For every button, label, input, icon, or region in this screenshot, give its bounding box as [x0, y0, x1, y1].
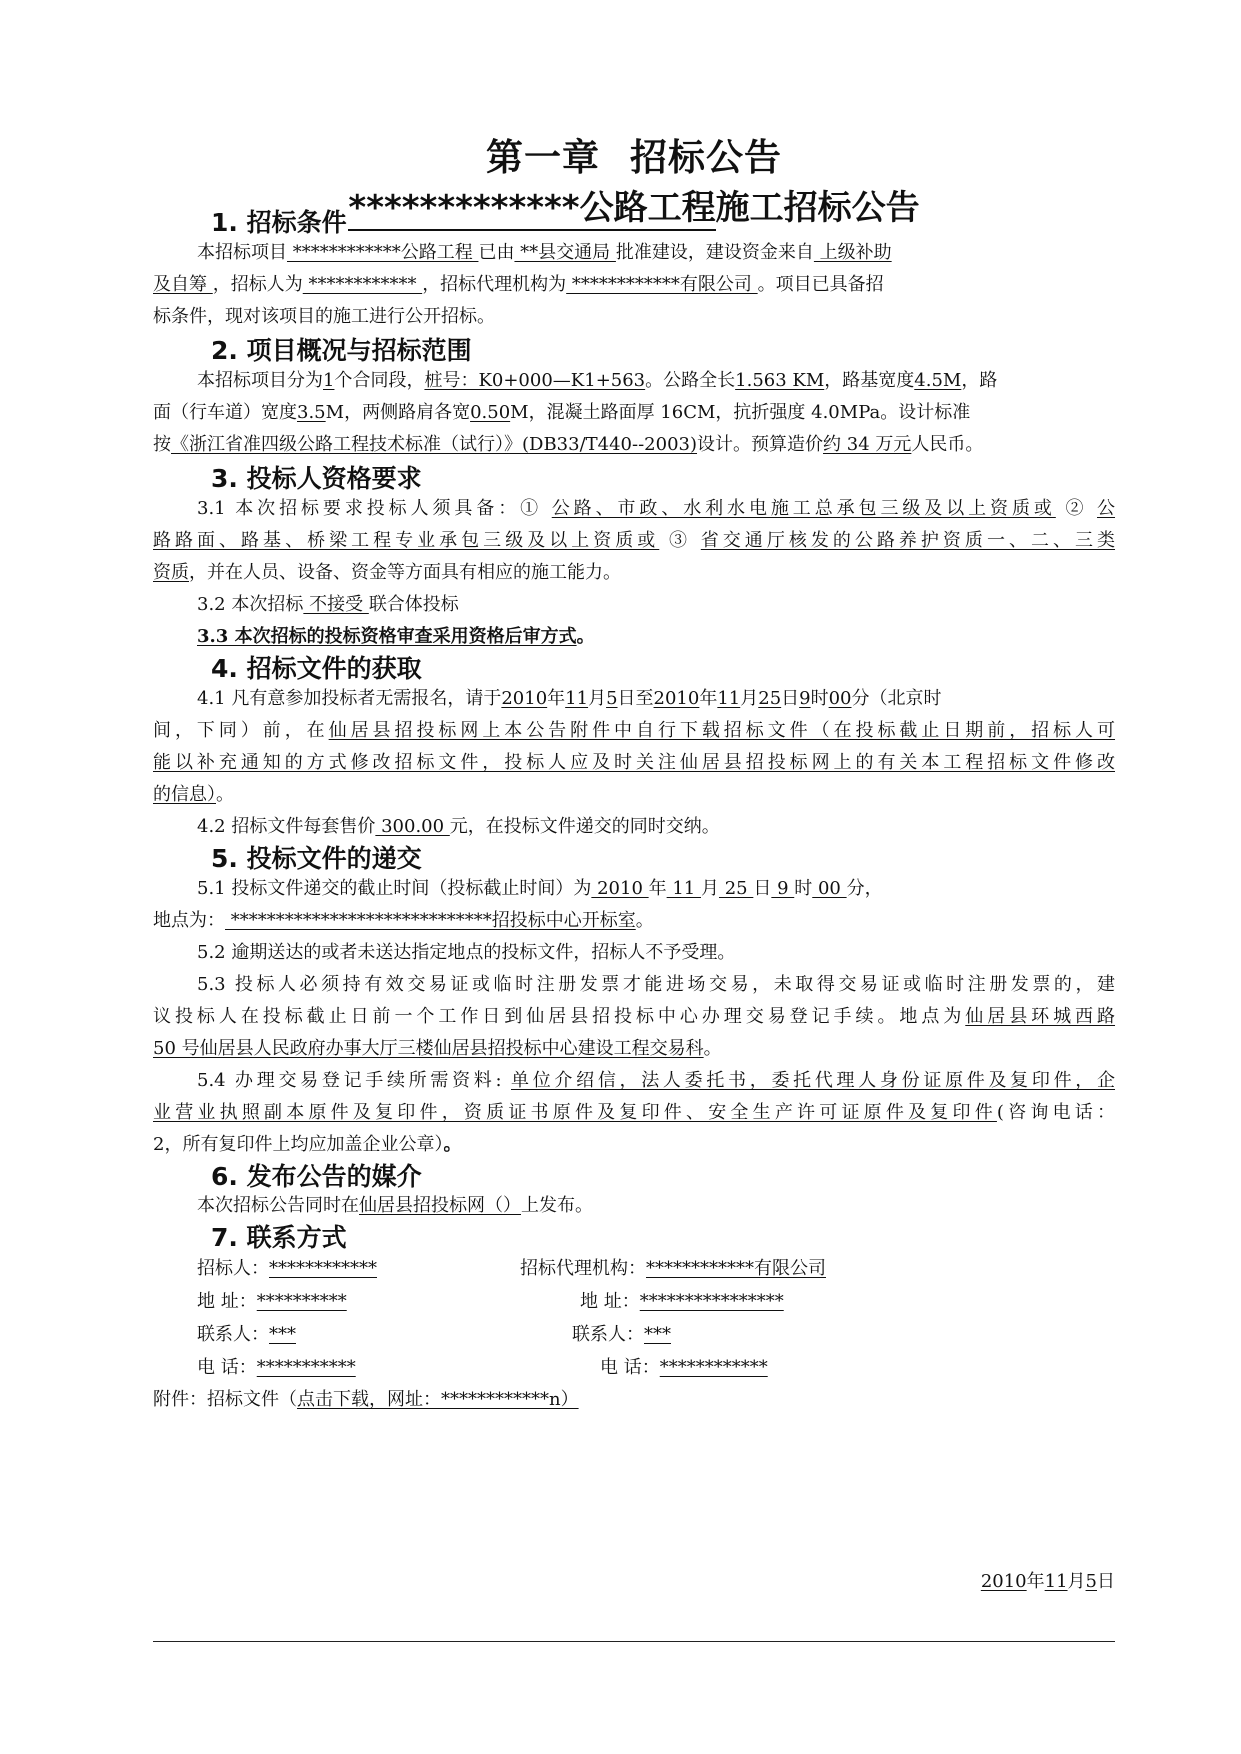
text-run: ************ — [302, 274, 423, 295]
text-run: 00 — [828, 688, 852, 709]
s5-line-4: 5.3 投标人必须持有效交易证或临时注册发票才能进场交易，未取得交易证或临时注册发票的，建 — [197, 974, 1115, 995]
s4-line-4 — [153, 782, 1115, 808]
text-run: 。 — [216, 784, 234, 805]
text-run: ************ — [659, 1357, 768, 1378]
tenderer-phone-row — [197, 1355, 356, 1381]
agency-address-row — [580, 1289, 784, 1315]
text-run: 联系人： — [572, 1324, 644, 1345]
section-7-heading: 7. 联系方式 — [211, 1223, 347, 1252]
text-run: ③ — [659, 530, 701, 551]
text-run: 公路、市政、水利水电施工总承包三级及以上资质或 — [551, 498, 1056, 519]
s6-line-1 — [197, 1193, 1115, 1219]
text-run: ********** — [256, 1291, 347, 1312]
text-run: ，路 — [961, 370, 998, 391]
text-run: 。 — [703, 1038, 722, 1059]
text-run: 人民币。 — [911, 434, 984, 455]
s4-line-5 — [197, 814, 1115, 840]
text-run: 的信息） — [153, 784, 216, 805]
text-run: ② — [1055, 498, 1098, 519]
agency-name-row — [520, 1256, 826, 1282]
text-run: 元，在投标文件递交的同时交纳。 — [449, 816, 720, 837]
text-run: 3.1 本次招标要求投标人须具备：① — [197, 498, 552, 519]
s3-line-2 — [153, 528, 1115, 554]
text-run: 月 — [588, 688, 607, 709]
text-run: 。 — [635, 910, 654, 931]
s5-line-1 — [197, 876, 1115, 902]
text-run: 3.2 本次招标 — [197, 594, 304, 615]
text-run: 11 — [666, 878, 701, 899]
text-run: 招标公告 — [630, 136, 782, 179]
text-run: 年 — [547, 688, 566, 709]
text-run: 25 — [758, 688, 782, 709]
text-run: 2010 — [980, 1571, 1027, 1592]
text-run: ************有限公司 — [566, 274, 758, 295]
s5-line-8 — [153, 1100, 1115, 1126]
tenderer-name-row — [197, 1256, 377, 1282]
text-run: 4.2 招标文件每套售价 — [197, 816, 376, 837]
agency-phone-row — [600, 1355, 768, 1381]
text-run: 。公路全长 — [645, 370, 736, 391]
text-run: 日 — [753, 878, 772, 899]
s3-line-1 — [197, 496, 1115, 522]
text-run: 议投标人在投标截止日前一个工作日到仙居县招投标中心办理交易登记手续。地点为 — [153, 1006, 966, 1027]
text-run: ************有限公司 — [646, 1258, 826, 1279]
text-run: 招标人： — [197, 1258, 269, 1279]
text-run: 公路工程 — [579, 188, 716, 228]
s5-line-2 — [153, 908, 1115, 934]
text-run: 2010 — [591, 878, 649, 899]
text-run: 间，下同）前，在 — [153, 720, 329, 741]
text-run: 。 — [443, 1134, 462, 1155]
text-run: 按 — [153, 434, 171, 455]
section-2-heading: 2. 项目概况与招标范围 — [211, 336, 472, 365]
tenderer-address-row — [197, 1289, 347, 1315]
text-run: 时 — [794, 878, 813, 899]
text-run: (咨询电话： — [996, 1102, 1115, 1123]
s1-line-2 — [153, 272, 1115, 298]
text-run: M，混凝土路面厚 16CM，抗折强度 4.0MPa。设计标准 — [510, 402, 971, 423]
text-run: 00 — [812, 878, 847, 899]
text-run: 第一章 — [486, 136, 600, 179]
text-run: *** — [644, 1324, 671, 1345]
text-run: ************* — [348, 188, 580, 228]
s5-line-3: 5.2 逾期送达的或者未送达指定地点的投标文件，招标人不予受理。 — [197, 942, 736, 963]
text-run: ，招标人为 — [212, 274, 303, 295]
section-4-heading: 4. 招标文件的获取 — [211, 654, 422, 683]
text-run: 50 号仙居县人民政府办事大厅三楼仙居县招投标中心建设工程交易科 — [153, 1038, 704, 1059]
text-run: 公 — [1097, 498, 1116, 519]
text-run: 分， — [846, 878, 883, 899]
section-3-heading: 3. 投标人资格要求 — [211, 464, 422, 493]
s2-line-2 — [153, 400, 1115, 426]
s2-line-3 — [153, 432, 1115, 458]
section-6-heading: 6. 发布公告的媒介 — [211, 1162, 422, 1191]
text-run: ************ — [269, 1258, 377, 1279]
text-run: 时 — [810, 688, 829, 709]
text-run: 5.4 办理交易登记手续所需资料: — [197, 1070, 511, 1091]
text-run: 个合同段， — [334, 370, 425, 391]
text-run: 11 — [717, 688, 741, 709]
s2-line-1 — [197, 368, 1115, 394]
tenderer-contact-row — [197, 1322, 296, 1348]
text-run: 本招标项目 — [197, 242, 287, 263]
text-run: ，并在人员、设备、资金等方面具有相应的施工能力。 — [189, 562, 621, 583]
text-run: 约 34 万元 — [823, 434, 912, 455]
agency-contact-row — [572, 1322, 671, 1348]
text-run: 分（北京时 — [851, 688, 942, 709]
text-run: 施工招标公告 — [715, 188, 920, 228]
text-run: 25 — [718, 878, 754, 899]
text-run: 单位介绍信，法人委托书，委托代理人身份证原件及复印件，企 — [511, 1070, 1116, 1091]
text-run: 2010 — [501, 688, 548, 709]
text-run: 本招标项目分为 — [197, 370, 323, 391]
text-run: 业营业执照副本原件及复印件，资质证书原件及复印件、安全生产许可证原件及复印件 — [153, 1102, 997, 1123]
text-run: 仙居县招投标网上本公告附件中自行下载招标文件（在投标截止日期前，招标人可 — [328, 720, 1116, 741]
text-run: 。项目已具备招 — [757, 274, 884, 295]
text-run: 仙居县招投标网（） — [359, 1195, 521, 1216]
s4-line-3: 能以补充通知的方式修改招标文件，投标人应及时关注仙居县招投标网上的有关本工程招标文件修改 — [153, 752, 1115, 773]
text-run: 月 — [740, 688, 759, 709]
text-run: 4.1 凡有意参加投标者无需报名，请于 — [197, 688, 502, 709]
text-run: 0.50 — [470, 402, 511, 423]
s1-line-3: 标条件，现对该项目的施工进行公开招标。 — [153, 306, 495, 327]
text-run: 地点为： — [153, 910, 225, 931]
text-run: 月 — [700, 878, 719, 899]
text-run: 上发布。 — [521, 1195, 593, 1216]
text-run: 2，所有复印件上均应加盖企业公章） — [153, 1134, 444, 1155]
footer-divider — [153, 1641, 1115, 1642]
text-run: 年 — [648, 878, 667, 899]
text-run: 设计。预算造价 — [697, 434, 824, 455]
text-run: *****************************招投标中心开标室 — [225, 910, 636, 931]
text-run: 《浙江省准四级公路工程技术标准（试行）》(DB33/T440--2003) — [171, 434, 698, 455]
text-run: 9 — [799, 688, 811, 709]
text-run: 路路面、路基、桥梁工程专业承包三级及以上资质或 — [153, 530, 660, 551]
text-run: ************公路工程 — [287, 242, 479, 263]
text-run: 。 — [576, 626, 595, 647]
text-run: 上级补助 — [813, 242, 892, 263]
text-run: 桩号：K0+000—K1+563 — [424, 370, 646, 391]
text-run: 5.1 投标文件递交的截止时间（投标截止时间）为 — [197, 878, 592, 899]
s5-line-9 — [153, 1132, 1115, 1158]
s4-line-1 — [197, 686, 1115, 712]
section-5-heading: 5. 投标文件的递交 — [211, 844, 422, 873]
text-run: 5 — [1085, 1571, 1097, 1592]
text-run: **县交通局 — [514, 242, 616, 263]
text-run: 年 — [1026, 1571, 1045, 1592]
text-run: 面（行车道）宽度 — [153, 402, 297, 423]
s5-line-6 — [153, 1036, 1115, 1062]
s1-line-1 — [197, 240, 1115, 266]
text-run: 地 址： — [197, 1291, 257, 1312]
attachment-line — [153, 1387, 579, 1413]
text-run: ，路基宽度 — [824, 370, 915, 391]
text-run: 附件：招标文件（ — [153, 1389, 297, 1410]
s3-line-3 — [153, 560, 1115, 586]
chapter-title — [153, 127, 1115, 181]
text-run: 3.5 — [297, 402, 326, 423]
text-run: *** — [269, 1324, 296, 1345]
text-run: 本次招标公告同时在 — [197, 1195, 359, 1216]
text-run: 日 — [1097, 1571, 1115, 1592]
text-run: 1 — [323, 370, 335, 391]
text-run: 3.3 本次招标的投标资格审查采用资格后审方式 — [197, 626, 577, 647]
download-link[interactable]: 点击下载，网址：************n） — [297, 1389, 579, 1410]
text-run: 2010 — [653, 688, 700, 709]
text-run: 日至 — [617, 688, 654, 709]
s4-line-2 — [153, 718, 1115, 744]
s5-line-7 — [197, 1068, 1115, 1094]
text-run: 1.563 KM — [735, 370, 825, 391]
text-run: 及自筹 — [153, 274, 213, 295]
text-run: 省交通厅核发的公路养护资质一、二、三类 — [700, 530, 1116, 551]
text-run: 11 — [1044, 1571, 1068, 1592]
text-run: 11 — [565, 688, 589, 709]
text-run: 电 话： — [600, 1357, 660, 1378]
text-run: ，招标代理机构为 — [422, 274, 567, 295]
text-run: 300.00 — [375, 816, 450, 837]
text-run: 联系人： — [197, 1324, 269, 1345]
section-1-heading: 1. 招标条件 — [211, 208, 347, 237]
text-run: 电 话： — [197, 1357, 257, 1378]
text-run: 年 — [699, 688, 718, 709]
text-run: 资质 — [153, 562, 189, 583]
text-run: 已由 — [478, 242, 515, 263]
s3-line-4 — [197, 592, 1115, 618]
text-run: 仙居县环城西路 — [965, 1006, 1116, 1027]
s5-line-5 — [153, 1004, 1115, 1030]
text-run: **************** — [639, 1291, 784, 1312]
text-run: 地 址： — [580, 1291, 640, 1312]
text-run: 月 — [1067, 1571, 1086, 1592]
text-run: 日 — [781, 688, 800, 709]
text-run: 不接受 — [303, 594, 369, 615]
text-run: *********** — [256, 1357, 356, 1378]
text-run: 9 — [771, 878, 795, 899]
s3-line-5 — [197, 624, 1115, 650]
text-run: M，两侧路肩各宽 — [325, 402, 471, 423]
text-run: 批准建设，建设资金来自 — [615, 242, 814, 263]
text-run: 招标代理机构： — [520, 1258, 646, 1279]
announcement-date — [981, 1567, 1115, 1593]
text-run: 联合体投标 — [368, 594, 459, 615]
text-run: 4.5M — [914, 370, 962, 391]
text-run: 5 — [606, 688, 618, 709]
